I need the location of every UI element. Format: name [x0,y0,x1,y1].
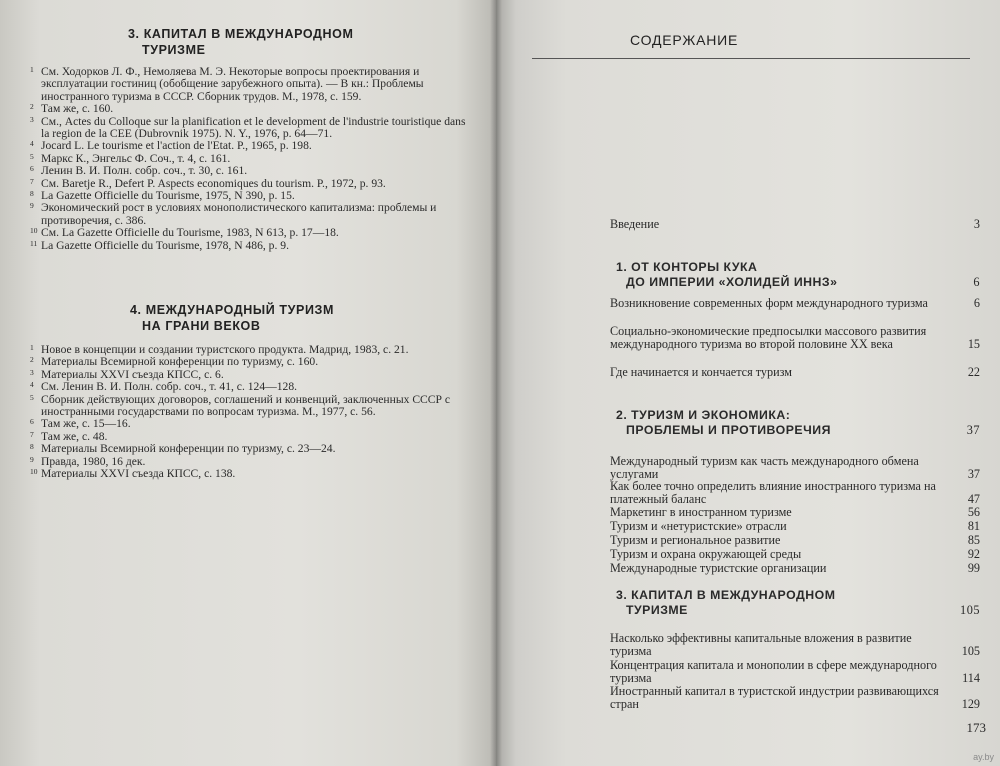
toc-section-line1: 3. КАПИТАЛ В МЕЖДУНАРОДНОМ [616,588,836,602]
footnote: 2 Там же, с. 160. [30,102,114,116]
toc-entry [610,534,980,547]
section3-heading [128,26,353,58]
toc-entry [610,325,980,350]
toc-entry [610,685,980,710]
footnote: 8 Материалы Всемирной конференции по туризму, с. 23—24. [30,442,336,456]
toc-section-1 [610,260,980,290]
toc-entry-text: Туризм и региональное развитие [610,533,781,547]
footnote: 6 Ленин В. И. Полн. собр. соч., т. 30, с. 161. [30,164,248,178]
footnote: 1 См. Ходорков Л. Ф., Немоляева М. Э. Некоторые вопросы проектирования и эксплуатации гостиниц (обобщение зарубежного опыта). — В кн.: Проблемы иностранного туризма в СССР. Сборник трудов. М., 1978, с. 159. [30,65,424,103]
toc-title: СОДЕРЖАНИЕ [630,32,739,48]
toc-entry [610,480,980,505]
toc-entry [610,659,980,684]
toc-section-page: 37 [966,423,980,437]
footnote: 10 Материалы XXVI съезда КПСС, с. 138. [30,467,236,481]
toc-section-line2: ДО ИМПЕРИИ «ХОЛИДЕЙ ИННЗ» [626,275,838,289]
footnote: 10 См. La Gazette Officielle du Tourisme, 1983, N 613, p. 17—18. [30,226,339,240]
toc-entry-page: 47 [967,491,980,506]
footnote: 4 Jocard L. Le tourisme et l'action de l'Etat. P., 1965, p. 198. [30,139,312,153]
toc-entry [610,562,980,575]
toc-entry-text: Как более точно определить влияние иностранного туризма на платежный баланс [610,479,936,506]
section3-heading-line1: 3. КАПИТАЛ В МЕЖДУНАРОДНОМ [128,27,354,41]
toc-section-page: 105 [960,603,980,617]
toc-section-line1: 2. ТУРИЗМ И ЭКОНОМИКА: [616,408,791,422]
footnote: 7 См. Baretje R., Defert P. Aspects economiques du tourism. P., 1972, p. 93. [30,176,386,190]
footnote: 9 Экономический рост в условиях монополистического капитализма: проблемы и противоречия, с. 386. [30,201,437,227]
toc-entry-page: 56 [967,505,980,519]
toc-rule [532,58,970,59]
toc-entry-text: Концентрация капитала и монополии в сфере международного туризма [610,658,937,685]
footnote: 3 См., Actes du Colloque sur la planification et le development de l'industrie touristique dans la region de la CEE (Dubrovnik 1975). N. Y., 1976, p. 64—71. [30,114,466,141]
section4-heading-line2: НА ГРАНИ ВЕКОВ [142,319,261,333]
footnote: 1 Новое в концепции и создании туристского продукта. Мадрид, 1983, с. 21. [30,343,409,356]
toc-entry-page: 105 [961,643,980,658]
toc-entry [610,506,980,519]
toc-entry-page: 6 [973,296,980,310]
section4-heading [130,302,334,334]
watermark: ay.by [973,752,994,762]
footnote: 2 Материалы Всемирной конференции по туризму, с. 160. [30,355,319,369]
toc-entry-text: Социально-экономические предпосылки массового развития международного туризма во второй половине XX века [610,324,927,351]
toc-entry-text: Введение [610,217,660,231]
toc-entry-page: 3 [973,217,980,231]
toc-entry [610,632,980,657]
toc-entry-page: 99 [967,561,980,575]
footnote: 3 Материалы XXVI съезда КПСС, с. 6. [30,367,224,381]
toc-section-line2: ТУРИЗМЕ [626,603,688,617]
toc-entry [610,548,980,561]
footnote: 5 Сборник действующих договоров, соглашений и конвенций, заключенных СССР с иностранными государствами по вопросам туризма. М., 1977, с. 56. [30,392,451,419]
toc-entry-text: Иностранный капитал в туристской индустрии развивающихся стран [610,684,939,711]
toc-entry-text: Туризм и охрана окружающей среды [610,547,802,561]
footnote: 8 La Gazette Officielle du Tourisme, 1975, N 390, p. 15. [30,189,295,203]
footnote: 9 Правда, 1980, 16 дек. [30,454,146,468]
toc-entry [610,366,980,379]
toc-entry-page: 129 [961,696,980,711]
left-page [0,0,496,766]
toc-entry-page: 81 [967,519,980,533]
toc-section-page: 6 [973,275,980,289]
section3-notes [30,66,470,252]
section4-heading-line1: 4. МЕЖДУНАРОДНЫЙ ТУРИЗМ [130,303,334,317]
section4-notes [30,344,470,480]
toc-section-2 [610,408,980,438]
footnote: 7 Там же, с. 48. [30,429,108,443]
page-number: 173 [966,720,986,735]
toc-section-line2: ПРОБЛЕМЫ И ПРОТИВОРЕЧИЯ [626,423,831,437]
footnote: 5 Маркс К., Энгельс Ф. Соч., т. 4, с. 161. [30,151,231,165]
toc-entry-page: 85 [967,533,980,547]
toc-entry [610,455,980,480]
toc-entry-text: Насколько эффективны капитальные вложения в развитие туризма [610,631,912,658]
footnote: 11 La Gazette Officielle du Tourisme, 1978, N 486, p. 9. [30,238,289,252]
toc-entry-text: Где начинается и кончается туризм [610,365,792,379]
toc-entry-text: Международный туризм как часть международного обмена услугами [610,454,919,481]
toc-entry-page: 92 [967,547,980,561]
section3-heading-line2: ТУРИЗМЕ [142,43,206,57]
footnote: 4 См. Ленин В. И. Полн. собр. соч., т. 41, с. 124—128. [30,380,298,394]
footnote: 6 Там же, с. 15—16. [30,417,131,431]
toc-entry-text: Маркетинг в иностранном туризме [610,505,792,519]
toc-section-3 [610,588,980,618]
toc-entry-text: Возникновение современных форм международного туризма [610,296,928,310]
toc-entry-text: Международные туристские организации [610,561,827,575]
toc-entry-page: 37 [967,466,980,481]
book-gutter [490,0,502,766]
toc-entry-page: 114 [962,670,980,685]
toc-section-line1: 1. ОТ КОНТОРЫ КУКА [616,260,758,274]
toc-entry [610,520,980,533]
toc-entry-intro [610,218,980,231]
toc-entry-page: 15 [967,336,980,351]
toc-entry-page: 22 [967,365,980,379]
toc-entry-text: Туризм и «нетуристские» отрасли [610,519,787,533]
toc-entry [610,297,980,310]
